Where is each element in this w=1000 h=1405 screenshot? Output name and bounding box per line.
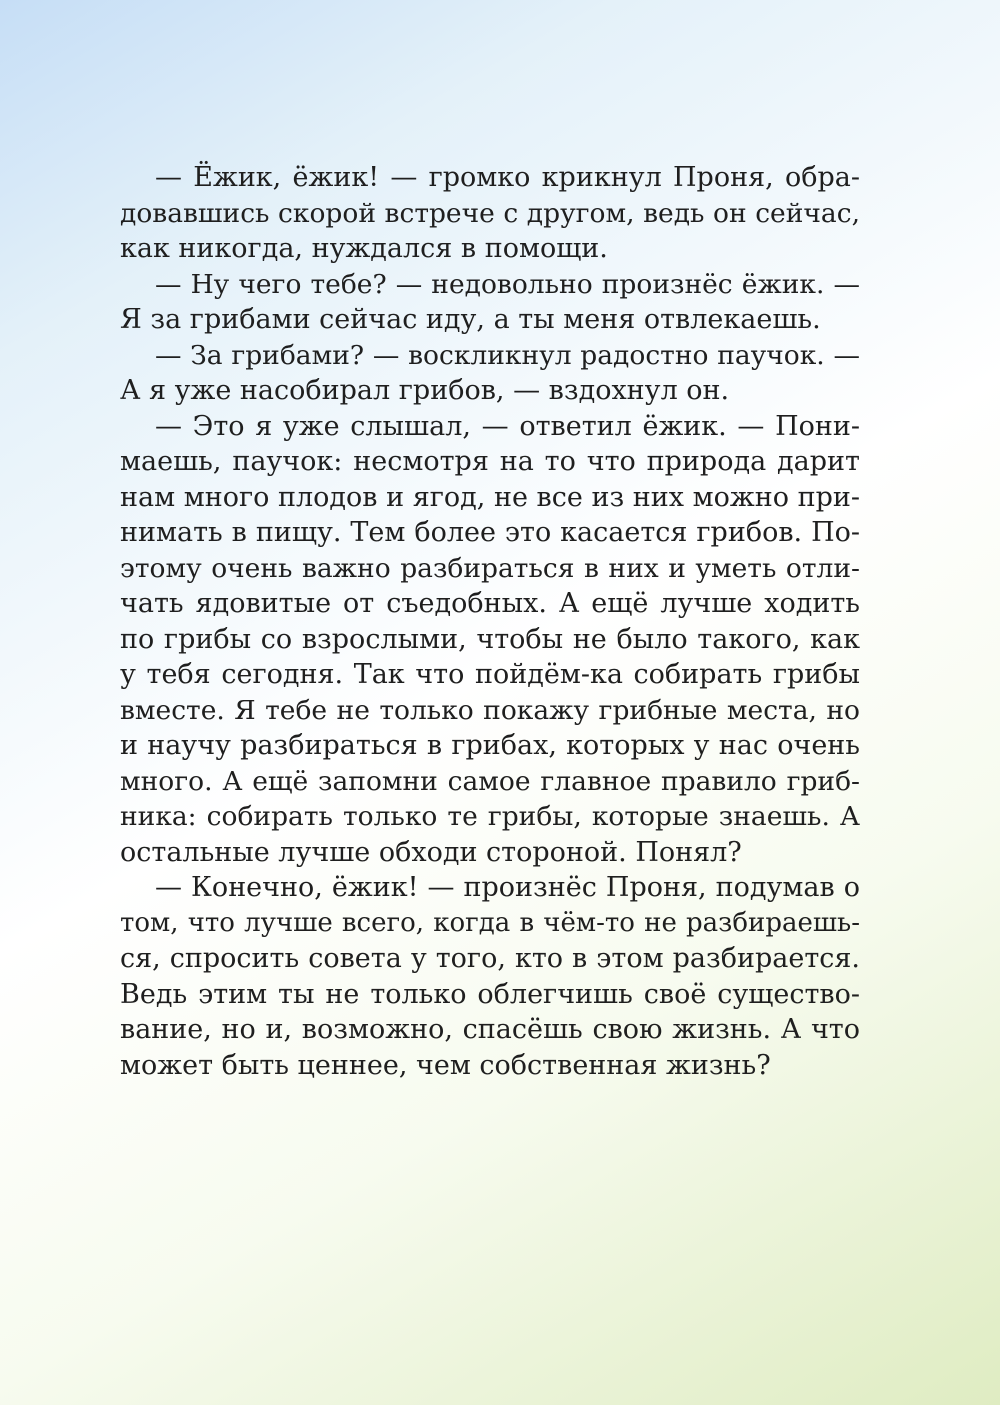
text-line: ся, спросить совета у того, кто в этом разбирается. (120, 943, 860, 974)
text-line: как никогда, нуждался в помощи. (120, 233, 608, 264)
text-line: — Это я уже слышал, — ответил ёжик. — Пони- (155, 410, 860, 442)
paragraph-2 (120, 267, 860, 338)
text-line: этому очень важно разбираться в них и уметь отли- (120, 552, 860, 584)
text-line: много. А ещё запомни самое главное правило гриб- (120, 765, 860, 797)
text-line: ника: собирать только те грибы, которые знаешь. А (120, 801, 860, 832)
text-line: А я уже насобирал грибов, — вздохнул он. (120, 375, 730, 406)
paragraph-4 (120, 409, 860, 871)
text-line: нимать в пищу. Тем более это касается грибов. По- (120, 517, 860, 548)
text-line: может быть ценнее, чем собственная жизнь? (120, 1049, 771, 1081)
text-line: Ведь этим ты не только облегчишь своё существо- (120, 978, 860, 1010)
text-line: — Ну чего тебе? — недовольно произнёс ёжик. — (155, 268, 860, 300)
paragraph-1 (120, 160, 860, 267)
paragraph-5 (120, 870, 860, 1083)
text-line: остальные лучше обходи стороной. Понял? (120, 836, 742, 868)
text-line: маешь, паучок: несмотря на то что природа дарит (120, 446, 860, 477)
paragraph-3 (120, 338, 860, 409)
text-line: у тебя сегодня. Так что пойдём-ка собирать грибы (120, 659, 860, 690)
text-line: и научу разбираться в грибах, которых у нас очень (120, 730, 860, 761)
text-line: том, что лучше всего, когда в чём-то не разбираешь- (120, 907, 860, 938)
text-line: по грибы со взрослыми, чтобы не было такого, как (120, 623, 860, 655)
text-line: — За грибами? — воскликнул радостно паучок. — (155, 339, 860, 371)
text-line: нам много плодов и ягод, не все из них можно при- (120, 481, 860, 513)
text-line: — Конечно, ёжик! — произнёс Проня, подумав о (155, 872, 860, 903)
story-text (120, 160, 860, 1083)
text-line: вание, но и, возможно, спасёшь свою жизнь. А что (120, 1014, 860, 1045)
text-line: вместе. Я тебе не только покажу грибные места, но (120, 694, 860, 726)
text-line: довавшись скорой встрече с другом, ведь он сейчас, (120, 197, 860, 229)
text-line: Я за грибами сейчас иду, а ты меня отвлекаешь. (120, 304, 821, 335)
text-line: чать ядовитые от съедобных. А ещё лучше ходить (120, 588, 860, 619)
text-line: — Ёжик, ёжик! — громко крикнул Проня, обра- (155, 162, 860, 193)
